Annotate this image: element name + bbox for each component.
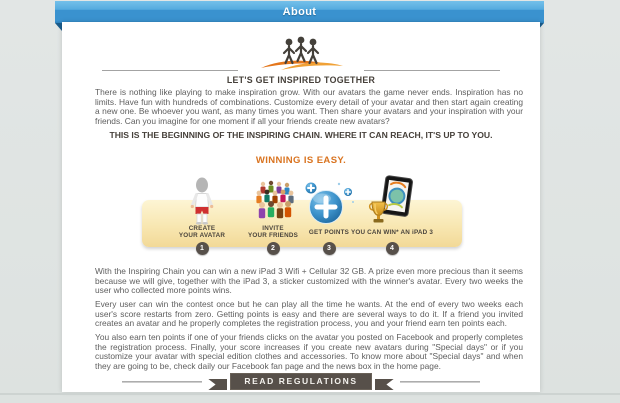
footer-line-right	[400, 381, 480, 383]
ribbon-tail-right	[375, 379, 394, 390]
footer-ribbon	[62, 373, 540, 390]
facebook-paragraph: You also earn ten points if one of your friends clicks on the avatar you posted on Facebook and properly completes the registration process. Finally, your score increases if you create new avatars during "Special days" or if you customize your avatar with special edition clothes and accessories. To know more about "Special days" and when they are going to be, check daily our Facebook fan page and the news box in the home page.	[95, 332, 523, 372]
step-label: GET POINTS	[308, 228, 350, 236]
rules-paragraph: Every user can win the contest once but he can play all the time he wants. At the end of every two weeks each user's score restarts from zero. Getting points is easy and there are several ways to do it. If a friend you invited creates an avatar and he properly completes the registration process, you and your friend earn ten points each.	[95, 299, 523, 329]
viewport-bottom-edge	[0, 393, 620, 395]
tab-about[interactable]	[55, 1, 544, 23]
intro-paragraph: There is nothing like playing to make inspiration grow. With our avatars the game never ends. Inspiration has no limits. Have fun with hundreds of combinations. Customize every detail of your avatar and then start again creating a new one. Be whoever you want, as many times you want. Then share your avatars and your inspiration with your friends. Can you imagine for one moment if all your friends create new avatars?	[95, 87, 523, 127]
footer-line-left	[122, 381, 202, 383]
read-regulations-button[interactable]	[230, 373, 371, 390]
content-panel	[62, 22, 540, 392]
divider-line-left	[102, 70, 238, 71]
ribbon-fold-left	[55, 23, 62, 31]
ipad-trophy-icon	[344, 177, 440, 225]
step-win-ipad	[344, 177, 440, 255]
step-label: INVITE YOUR FRIENDS	[248, 225, 298, 239]
step-label: YOU CAN WIN* AN iPAD 3	[350, 228, 434, 236]
inspiring-chain-tagline: THIS IS THE BEGINNING OF THE INSPIRING CHAIN. WHERE IT CAN REACH, IT'S UP TO YOU.	[109, 130, 493, 140]
step-number-badge: 2	[267, 242, 280, 255]
step-number-badge: 4	[386, 242, 399, 255]
read-regulations-label: READ REGULATIONS	[244, 376, 358, 386]
step-number-badge: 1	[196, 242, 209, 255]
divider-line-right	[364, 70, 500, 71]
step-label: CREATE YOUR AVATAR	[178, 225, 226, 239]
winning-heading: WINNING IS EASY.	[255, 155, 347, 166]
step-number-badge: 3	[323, 242, 336, 255]
ribbon-tail-left	[208, 379, 227, 390]
tab-about-label: About	[282, 6, 317, 18]
prize-paragraph: With the Inspiring Chain you can win a new iPad 3 Wifi + Cellular 32 GB. A prize even more precious than it seems because we will give, together with the iPad 3, a sticker customized with the winner's avatar. Every two weeks the user who collected more points wins.	[95, 266, 523, 296]
inspired-people-logo-icon	[253, 34, 349, 79]
page-title: LET'S GET INSPIRED TOGETHER	[226, 75, 376, 85]
